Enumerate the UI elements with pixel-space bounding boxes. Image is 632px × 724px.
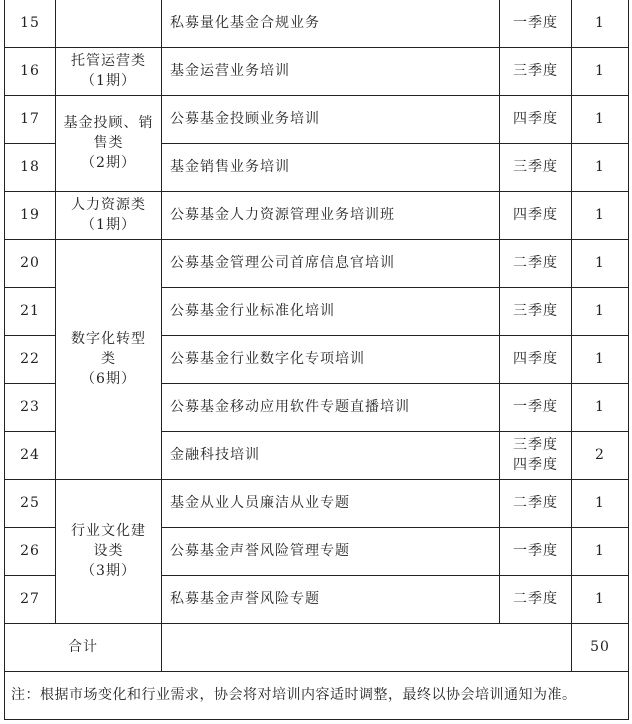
table-row [5, 47, 629, 95]
quarter-line: 三季度 [513, 437, 558, 453]
row-number: 26 [5, 527, 56, 575]
row-number: 25 [5, 479, 56, 527]
quarter: 四季度 [500, 191, 572, 239]
course-name: 公募基金声誉风险管理专题 [162, 527, 500, 575]
course-name: 公募基金行业标准化培训 [162, 287, 500, 335]
category-title-cont: 售类 [93, 135, 124, 151]
row-number: 18 [5, 143, 56, 191]
quarter: 三季度 [500, 47, 572, 95]
quarter: 二季度 [500, 575, 572, 623]
course-name: 金融科技培训 [162, 431, 500, 479]
session-count: 1 [572, 143, 629, 191]
row-number: 24 [5, 431, 56, 479]
category-cell [56, 239, 162, 479]
session-count: 1 [572, 527, 629, 575]
category-sessions: （2期） [81, 155, 136, 171]
session-count: 1 [572, 287, 629, 335]
category-cell [56, 47, 162, 95]
session-count: 1 [572, 47, 629, 95]
table-row [5, 95, 629, 143]
row-number: 19 [5, 191, 56, 239]
category-sessions: （3期） [81, 563, 136, 579]
total-empty [162, 623, 572, 671]
row-number: 16 [5, 47, 56, 95]
course-name: 公募基金人力资源管理业务培训班 [162, 191, 500, 239]
quarter: 三季度 [500, 287, 572, 335]
course-name: 私募量化基金合规业务 [162, 0, 500, 47]
training-plan-table [4, 0, 629, 720]
row-number: 15 [5, 0, 56, 47]
course-name: 基金运营业务培训 [162, 47, 500, 95]
category-cell [56, 95, 162, 191]
quarter [500, 431, 572, 479]
row-number: 17 [5, 95, 56, 143]
category-title: 数字化转型 [71, 331, 146, 347]
quarter: 二季度 [500, 479, 572, 527]
session-count: 1 [572, 0, 629, 47]
course-name: 基金从业人员廉洁从业专题 [162, 479, 500, 527]
quarter-line: 四季度 [513, 457, 558, 473]
row-number: 27 [5, 575, 56, 623]
quarter: 一季度 [500, 0, 572, 47]
category-title-cont: 类 [101, 351, 116, 367]
category-cell-empty [56, 0, 162, 47]
course-name: 公募基金行业数字化专项培训 [162, 335, 500, 383]
table-row [5, 239, 629, 287]
footnote: 注：根据市场变化和行业需求，协会将对培训内容适时调整，最终以协会培训通知为准。 [5, 671, 629, 719]
quarter: 四季度 [500, 95, 572, 143]
course-name: 公募基金管理公司首席信息官培训 [162, 239, 500, 287]
table-row [5, 191, 629, 239]
total-count: 50 [572, 623, 629, 671]
row-number: 23 [5, 383, 56, 431]
category-sessions: （1期） [81, 73, 136, 89]
row-number: 21 [5, 287, 56, 335]
session-count: 1 [572, 95, 629, 143]
category-sessions: （1期） [81, 217, 136, 233]
row-number: 20 [5, 239, 56, 287]
note-row [5, 671, 629, 719]
row-number: 22 [5, 335, 56, 383]
category-title-cont: 设类 [93, 543, 124, 559]
category-title: 托管运营类 [71, 53, 146, 69]
course-name: 公募基金移动应用软件专题直播培训 [162, 383, 500, 431]
course-name: 公募基金投顾业务培训 [162, 95, 500, 143]
session-count: 2 [572, 431, 629, 479]
category-cell [56, 479, 162, 623]
quarter: 一季度 [500, 383, 572, 431]
total-label: 合计 [5, 623, 162, 671]
session-count: 1 [572, 575, 629, 623]
course-name: 基金销售业务培训 [162, 143, 500, 191]
session-count: 1 [572, 479, 629, 527]
table-row [5, 479, 629, 527]
category-title: 行业文化建 [71, 523, 146, 539]
quarter: 三季度 [500, 143, 572, 191]
session-count: 1 [572, 335, 629, 383]
quarter: 二季度 [500, 239, 572, 287]
category-cell [56, 191, 162, 239]
quarter: 四季度 [500, 335, 572, 383]
session-count: 1 [572, 239, 629, 287]
quarter: 一季度 [500, 527, 572, 575]
course-name: 私募基金声誉风险专题 [162, 575, 500, 623]
table-row [5, 0, 629, 47]
session-count: 1 [572, 191, 629, 239]
category-title: 基金投顾、销 [63, 115, 154, 131]
category-sessions: （6期） [81, 371, 136, 387]
category-title: 人力资源类 [71, 197, 146, 213]
total-row [5, 623, 629, 671]
session-count: 1 [572, 383, 629, 431]
